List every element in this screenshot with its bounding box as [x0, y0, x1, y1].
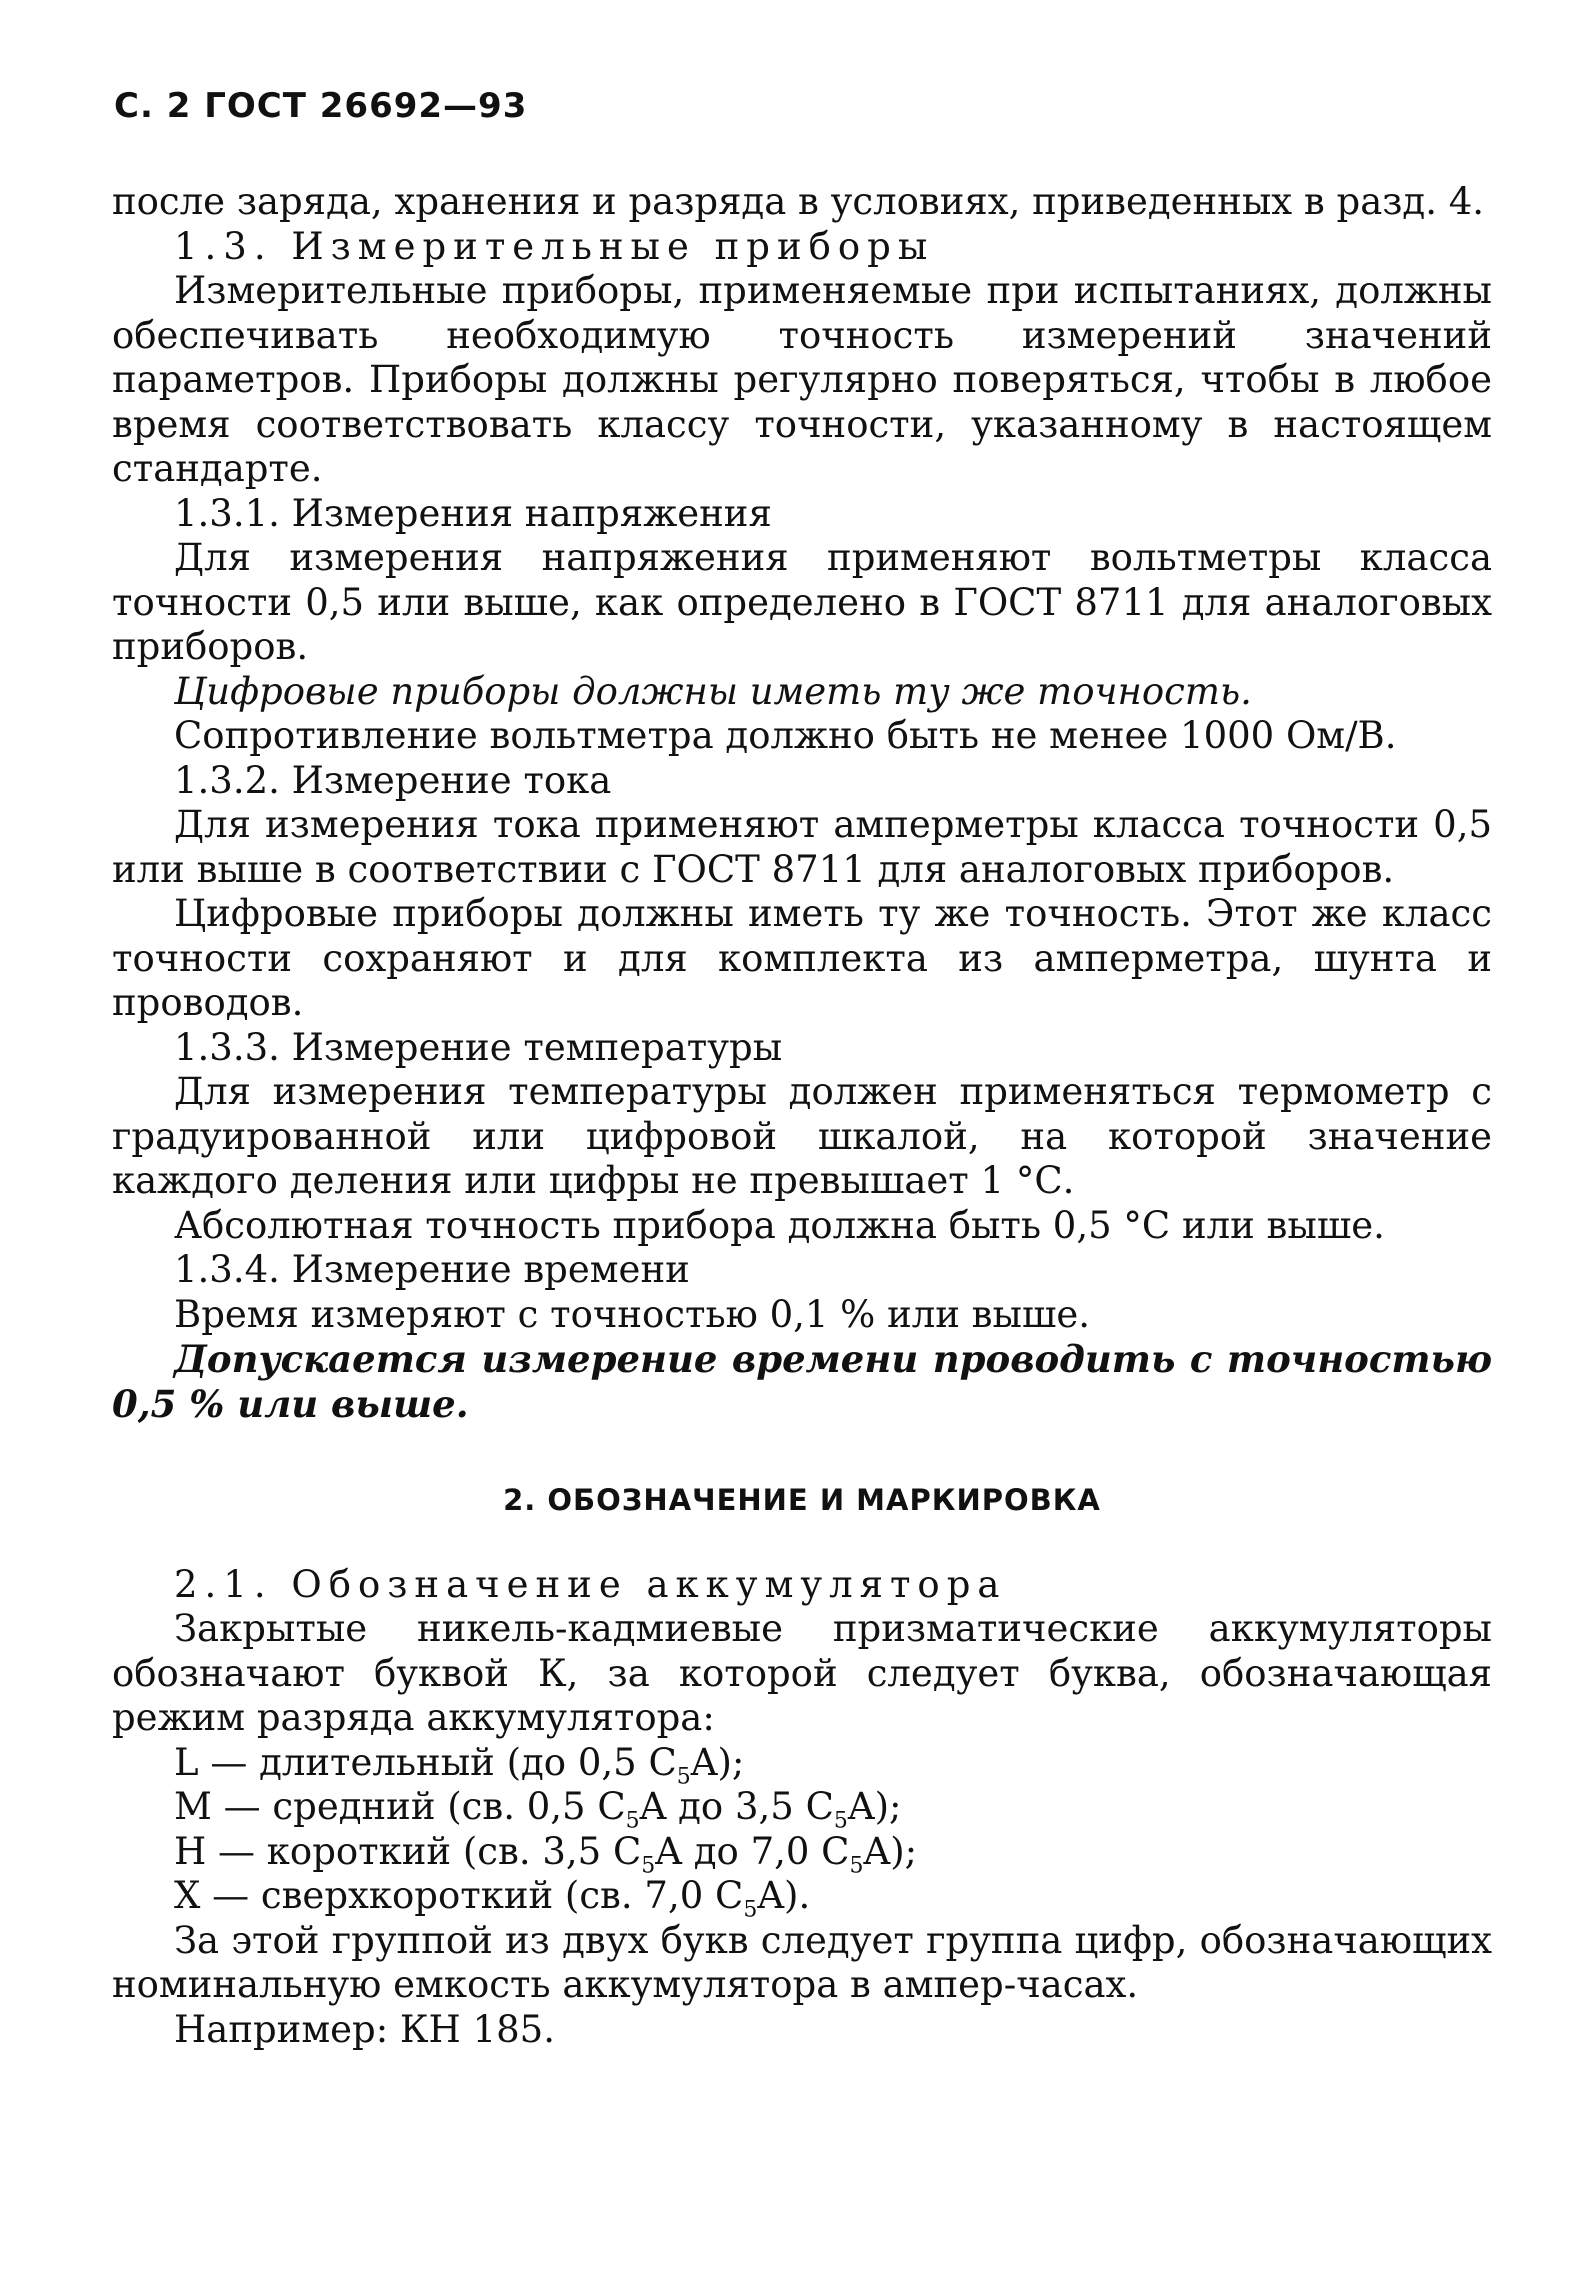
document-body — [112, 180, 1492, 2052]
mode-m: M — средний (св. 0,5 $C_5A$ до 3,5 $C_5A$); — [174, 1785, 902, 1834]
section-1-3-2-text: Для измерения тока применяют амперметры класса точности 0,5 или выше в соответствии с ГОСТ 8711 для аналоговых приборов. — [112, 803, 1492, 891]
section-1-3-3-absolute: Абсолютная точность прибора должна быть 0,5 °С или выше. — [174, 1203, 1385, 1247]
section-1-3-4-title: 1.3.4. Измерение времени — [174, 1248, 690, 1291]
section-2-1-text: Закрытые никель-кадмиевые призматические аккумуляторы обозначают буквой К, за которой следует буква, обозначающая режим разряда аккумулятора: — [112, 1607, 1492, 1739]
section-1-3-1-text: Для измерения напряжения применяют вольтметры класса точности 0,5 или выше, как определено в ГОСТ 8711 для аналоговых приборов. — [112, 536, 1492, 668]
section-1-3-1-italic-note: Цифровые приборы должны иметь ту же точность. — [174, 669, 1252, 713]
section-2-1-example: Например: КН 185. — [174, 2007, 555, 2051]
section-1-3-4-italic-note: Допускается измерение времени проводить с точностью 0,5 % или выше. — [112, 1337, 1492, 1426]
mode-h: Н — короткий (св. 3,5 $C_5A$ до 7,0 $C_5A$); — [174, 1829, 918, 1878]
section-1-3-2-title: 1.3.2. Измерение тока — [174, 758, 612, 802]
section-1-3-1-resistance: Сопротивление вольтметра должно быть не менее 1000 Ом/В. — [174, 714, 1397, 757]
section-1-3-title: 1.3. Измерительные приборы — [174, 224, 935, 268]
section-1-3-1-title: 1.3.1. Измерения напряжения — [174, 491, 772, 535]
section-2-heading: 2. ОБОЗНАЧЕНИЕ И МАРКИРОВКА — [503, 1483, 1101, 1517]
section-1-3-3-title: 1.3.3. Измерение температуры — [174, 1025, 783, 1069]
mode-l: L — длительный (до 0,5 $C_5A$); — [174, 1740, 745, 1789]
section-1-3-4-text: Время измеряют с точностью 0,1 % или выше. — [174, 1292, 1091, 1336]
section-1-3-text: Измерительные приборы, применяемые при испытаниях, должны обеспечивать необходимую точность измерений значений параметров. Приборы должны регулярно поверяться, чтобы в любое время соответствовать классу точности, указанному в настоящем стандарте. — [112, 269, 1492, 490]
paragraph-intro: после заряда, хранения и разряда в условиях, приведенных в разд. 4. — [112, 180, 1485, 223]
section-1-3-3-text: Для измерения температуры должен применяться термометр с градуированной или цифровой шкалой, на которой значение каждого деления или цифры не превышает 1 °С. — [112, 1070, 1492, 1202]
section-2-1-title: 2.1. Обозначение аккумулятора — [174, 1562, 1007, 1606]
page-header: С. 2 ГОСТ 26692—93 — [114, 86, 528, 126]
mode-x: X — сверхкороткий (св. 7,0 $C_5A$). — [174, 1874, 811, 1923]
section-2-1-digits: За этой группой из двух букв следует группа цифр, обозначающих номинальную емкость аккумулятора в ампер-часах. — [112, 1918, 1492, 2006]
section-1-3-2-digital: Цифровые приборы должны иметь ту же точность. Этот же класс точности сохраняют и для комплекта из амперметра, шунта и проводов. — [112, 892, 1492, 1024]
